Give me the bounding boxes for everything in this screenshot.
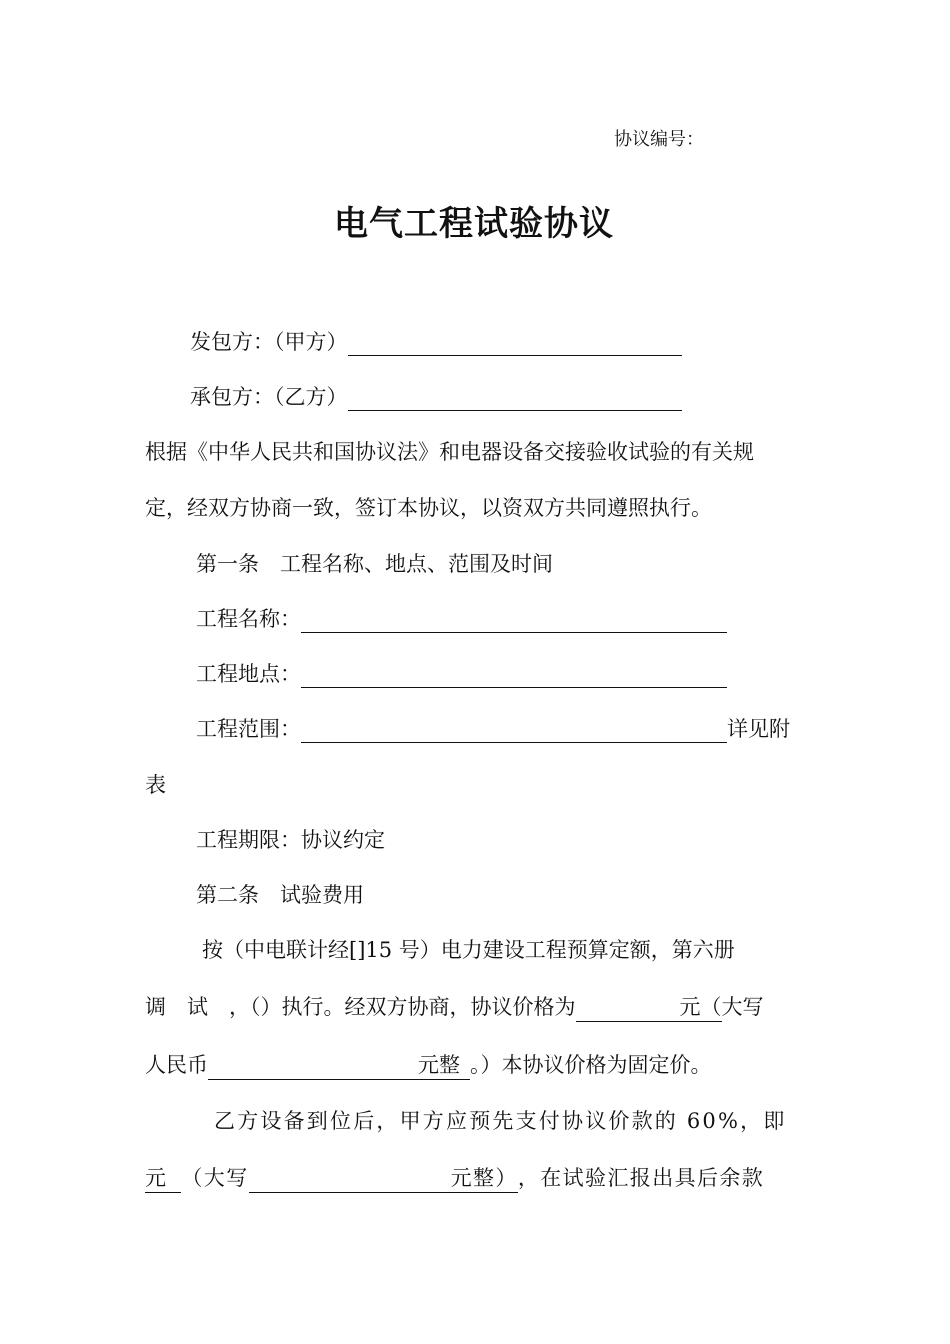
project-location-blank (301, 667, 727, 688)
article-1-heading: 第一条 工程名称、地点、范围及时间 (196, 552, 553, 576)
project-period: 工程期限：协议约定 (196, 828, 385, 852)
fee-line-2-text: 调 试 ，（）执行。经双方协商，协议价格为 (145, 995, 576, 1019)
advance-capital-field: 元整） (249, 1164, 518, 1193)
project-name-line (196, 605, 727, 633)
capital-amount-field: 元整 (208, 1051, 470, 1080)
project-scope-wrap: 表 (145, 773, 166, 797)
project-name-label: 工程名称： (196, 607, 301, 631)
party-a-blank (348, 335, 682, 356)
contract-price-field: 元（ (576, 993, 722, 1022)
article-2-heading: 第二条 试验费用 (196, 883, 364, 907)
party-a-line (190, 328, 682, 356)
fee-line-3-suffix: 。）本协议价格为固定价。 (470, 1053, 712, 1077)
intro-line-2: 定，经双方协商一致，签订本协议，以资双方共同遵照执行。 (145, 496, 712, 520)
fee-line-2-capital: 大写 (721, 995, 764, 1019)
payment-line-1: 乙方设备到位后，甲方应预先支付协议价款的 60%，即 (214, 1109, 787, 1133)
project-name-blank (301, 612, 727, 633)
fee-line-1: 按（中电联计经[]15 号）电力建设工程预算定额，第六册 (202, 938, 735, 962)
document-title: 电气工程试验协议 (334, 204, 614, 244)
project-scope-suffix: 详见附 (727, 717, 790, 741)
party-b-blank (348, 390, 682, 411)
payment-line-2 (145, 1164, 764, 1193)
party-a-label: 发包方：（甲方） (190, 330, 348, 354)
payment-line-2-suffix: ，在试验汇报出具后余款 (517, 1166, 765, 1190)
intro-line-1: 根据《中华人民共和国协议法》和电器设备交接验收试验的有关规 (145, 440, 754, 464)
fee-line-2 (145, 993, 764, 1022)
fee-line-3-prefix: 人民币 (145, 1053, 208, 1077)
agreement-number-label: 协议编号： (614, 129, 704, 150)
project-location-line (196, 660, 727, 688)
party-b-label: 承包方：（乙方） (190, 385, 348, 409)
project-location-label: 工程地点： (196, 662, 301, 686)
project-scope-label: 工程范围： (196, 717, 301, 741)
payment-capital-prefix: （大写 (181, 1166, 249, 1190)
party-b-line (190, 383, 682, 411)
project-scope-blank (301, 722, 727, 743)
advance-amount-field: 元 (145, 1164, 181, 1193)
project-scope-line (196, 715, 790, 743)
fee-line-3 (145, 1051, 712, 1080)
